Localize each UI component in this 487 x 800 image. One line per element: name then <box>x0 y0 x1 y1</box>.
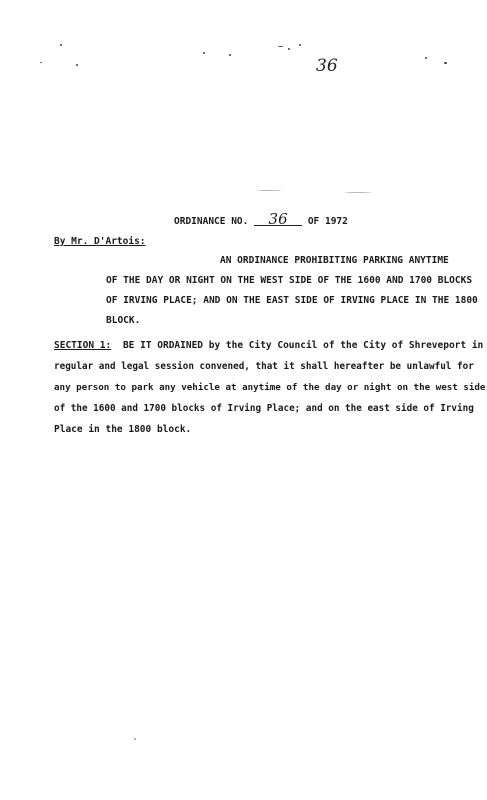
caption-line: OF IRVING PLACE; AND ON THE EAST SIDE OF IRVING PLACE IN THE 1800 <box>106 295 478 306</box>
scan-speck <box>76 64 78 66</box>
section-first-line <box>54 340 483 351</box>
scan-speck <box>345 192 371 193</box>
scan-speck <box>299 44 301 46</box>
scan-speck <box>40 62 42 63</box>
handwritten-page-number: 36 <box>316 56 338 76</box>
ordinance-title <box>174 210 348 228</box>
sponsor-byline: By Mr. D'Artois: <box>54 236 146 247</box>
section-line: any person to park any vehicle at anytime of the day or night on the west side <box>54 382 486 393</box>
caption-line: AN ORDINANCE PROHIBITING PARKING ANYTIME <box>220 255 449 266</box>
section-line: regular and legal session convened, that it shall hereafter be unlawful for <box>54 361 474 372</box>
scan-speck <box>425 57 427 59</box>
section-text: BE IT ORDAINED by the City Council of the City of Shreveport in <box>122 340 484 351</box>
caption-line: OF THE DAY OR NIGHT ON THE WEST SIDE OF THE 1600 AND 1700 BLOCKS <box>106 275 473 286</box>
scan-speck <box>203 52 205 54</box>
section-line: of the 1600 and 1700 blocks of Irving Place; and on the east side of Irving <box>54 403 474 414</box>
ordinance-year: OF 1972 <box>307 216 348 227</box>
scan-speck <box>229 54 231 56</box>
scan-speck <box>444 62 447 64</box>
scan-speck <box>60 44 62 46</box>
scan-speck <box>134 738 136 740</box>
caption-line: BLOCK. <box>106 315 141 326</box>
section-label: SECTION 1: <box>54 340 112 351</box>
scan-speck <box>278 46 283 47</box>
ordinance-prefix: ORDINANCE NO. <box>174 216 249 227</box>
ordinance-number: 36 <box>254 214 302 226</box>
scan-speck <box>257 190 281 191</box>
scan-speck <box>288 48 290 50</box>
section-line: Place in the 1800 block. <box>54 424 192 435</box>
